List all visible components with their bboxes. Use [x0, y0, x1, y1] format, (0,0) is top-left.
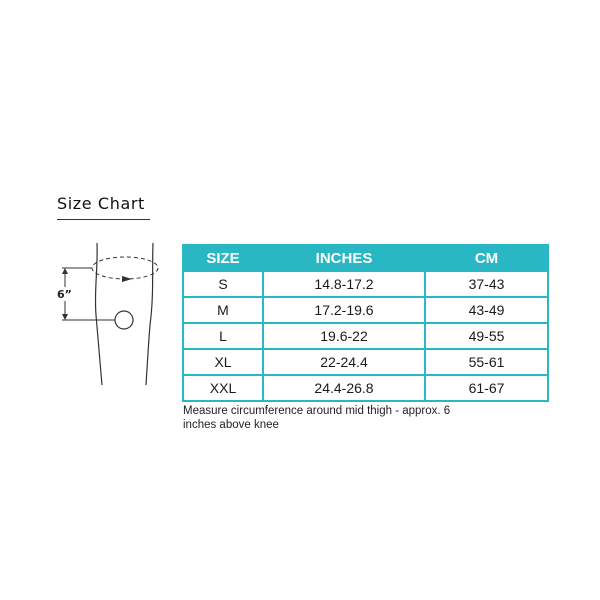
title-underline: [57, 219, 150, 220]
dimension-label: 6”: [57, 288, 72, 301]
header-size: SIZE: [183, 245, 263, 271]
cell-inches: 24.4-26.8: [263, 375, 425, 401]
leg-measurement-diagram: [50, 235, 170, 390]
leg-outline-right: [146, 243, 153, 385]
cell-inches: 19.6-22: [263, 323, 425, 349]
header-inches: INCHES: [263, 245, 425, 271]
cell-inches: 14.8-17.2: [263, 271, 425, 297]
table-row: [183, 349, 548, 375]
measure-arrow-icon: [122, 276, 132, 282]
measurement-note: Measure circumference around mid thigh - approx. 6 inches above knee: [183, 405, 451, 431]
cell-cm: 49-55: [425, 323, 548, 349]
cell-cm: 43-49: [425, 297, 548, 323]
cell-inches: 17.2-19.6: [263, 297, 425, 323]
table-row: [183, 271, 548, 297]
size-chart-title: Size Chart: [57, 194, 145, 213]
dimension-arrow-down-icon: [62, 314, 68, 320]
cell-inches: 22-24.4: [263, 349, 425, 375]
header-cm: CM: [425, 245, 548, 271]
cell-size: M: [183, 297, 263, 323]
table-row: [183, 297, 548, 323]
cell-size: XL: [183, 349, 263, 375]
leg-outline-left: [95, 243, 102, 385]
table-row: [183, 323, 548, 349]
size-table: [182, 244, 549, 402]
cell-size: XXL: [183, 375, 263, 401]
table-header-row: [183, 245, 548, 271]
table-row: [183, 375, 548, 401]
knee-circle: [115, 311, 133, 329]
dimension-arrow-up-icon: [62, 268, 68, 274]
cell-cm: 55-61: [425, 349, 548, 375]
cell-size: S: [183, 271, 263, 297]
cell-size: L: [183, 323, 263, 349]
cell-cm: 37-43: [425, 271, 548, 297]
thigh-circumference-ellipse: [92, 257, 158, 279]
cell-cm: 61-67: [425, 375, 548, 401]
